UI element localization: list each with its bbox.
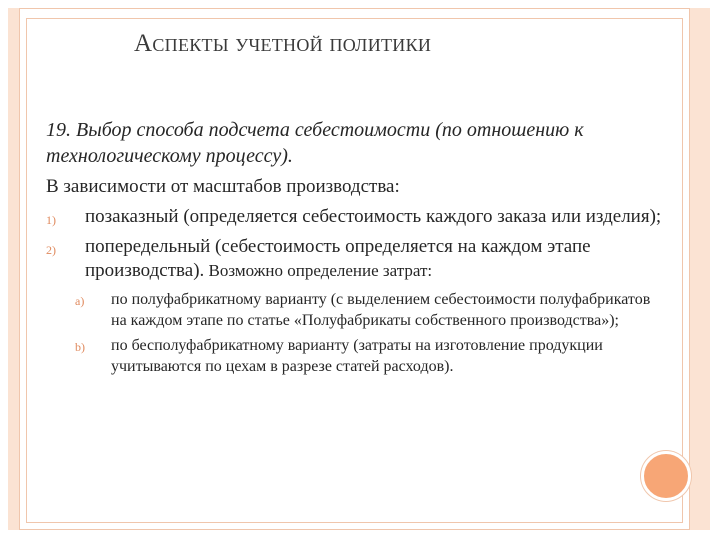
sublist-item-b: [75, 335, 666, 377]
intro-paragraph: В зависимости от масштабов производства:: [46, 176, 400, 197]
list-item-2: [46, 235, 666, 283]
list-marker: 2): [46, 243, 56, 257]
sublist-item-text: по полуфабрикатному варианту (с выделением себестоимости полуфабрикатов на каждом этапе по статье «Полуфабрикаты собственного производства»);: [111, 291, 651, 329]
list-marker: 1): [46, 213, 56, 227]
slide-frame-right-strip: [689, 8, 710, 530]
slide-title: Аспекты учетной политики: [134, 30, 432, 57]
sublist-item-text: по бесполуфабрикатному варианту (затраты на изготовление продукции учитываются по цехам в разрезе статей расходов).: [111, 337, 603, 375]
list-item-1: [46, 205, 666, 229]
list-item-text: позаказный (определяется себестоимость каждого заказа или изделия);: [85, 206, 662, 227]
list-item-text: попередельный (себестоимость определяется на каждом этапе производства).: [85, 236, 591, 281]
sublist-marker: a): [75, 294, 85, 308]
list-item-note: Возможно определение затрат:: [204, 261, 433, 280]
sublist-marker: b): [75, 340, 85, 354]
slide-content: [46, 117, 666, 381]
slide-frame-left-strip: [8, 8, 20, 530]
lead-paragraph: 19. Выбор способа подсчета себестоимости (по отношению к технологическому процессу).: [46, 119, 584, 167]
sublist-item-a: [75, 289, 666, 331]
decorative-circle-icon: [641, 451, 691, 501]
